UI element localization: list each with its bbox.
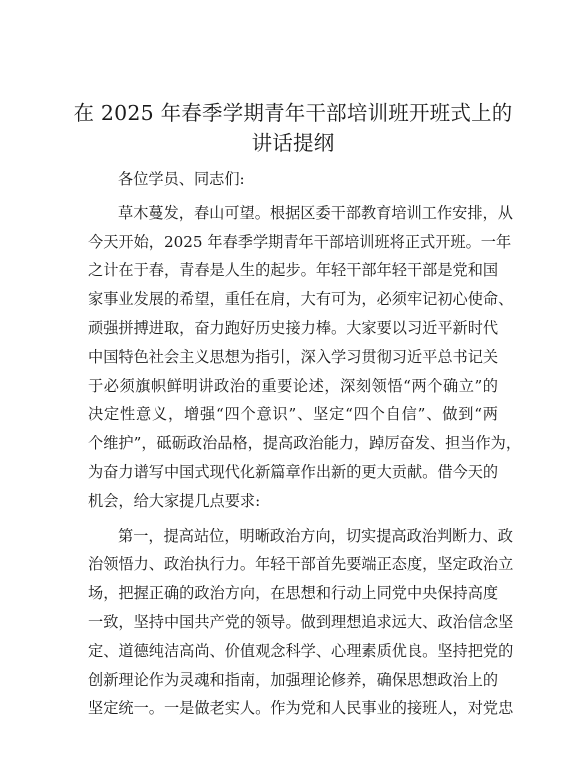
title-line-2: 讲话提纲 — [251, 131, 335, 155]
title-line-1: 在 2025 年春季学期青年干部培训班开班式上的 — [73, 101, 513, 125]
paragraph-line: 定、道德纯洁高尚、价值观念科学、心理素质优良。坚持把党的 — [88, 641, 514, 660]
paragraph-line: 顽强拼搏进取，奋力跑好历史接力棒。大家要以习近平新时代 — [88, 318, 499, 337]
paragraph-2 — [88, 522, 514, 724]
paragraph-line: 创新理论作为灵魂和指南，加强理论修养，确保思想政治上的 — [88, 670, 499, 689]
paragraph-line: 第一，提高站位，明晰政治方向，切实提高政治判断力、政 — [118, 526, 513, 545]
paragraph-line: 个维护”，砥砺政治品格，提高政治能力，踔厉奋发、担当作为， — [88, 434, 522, 453]
paragraph-1 — [88, 199, 522, 516]
paragraph-line: 为奋力谱写中国式现代化新篇章作出新的更大贡献。借今天的 — [88, 462, 499, 481]
document-title — [60, 98, 526, 158]
paragraph-line: 决定性意义，增强“四个意识”、坚定“四个自信”、做到“两 — [88, 405, 498, 424]
salutation: 各位学员、同志们: — [118, 170, 245, 188]
paragraph-line: 中国特色社会主义思想为指引，深入学习贯彻习近平总书记关 — [88, 347, 499, 366]
paragraph-line: 于必须旗帜鲜明讲政治的重要论述，深刻领悟“两个确立”的 — [88, 376, 498, 395]
paragraph-line: 家事业发展的希望，重任在肩，大有可为，必须牢记初心使命、 — [88, 290, 514, 309]
paragraph-line: 草木蔓发，春山可望。根据区委干部教育培训工作安排，从 — [118, 203, 513, 222]
document-body — [88, 165, 522, 723]
paragraph-line: 坚定统一。一是做老实人。作为党和人民事业的接班人，对党忠 — [88, 699, 514, 718]
paragraph-line: 一致，坚持中国共产党的领导。做到理想追求远大、政治信念坚 — [88, 612, 514, 631]
paragraph-line: 今天开始，2025 年春季学期青年干部培训班将正式开班。一年 — [88, 232, 512, 251]
paragraph-line: 治领悟力、政治执行力。年轻干部首先要端正态度，坚定政治立 — [88, 555, 514, 574]
paragraph-line: 之计在于春，青春是人生的起步。年轻干部年轻干部是党和国 — [88, 261, 499, 280]
paragraph-line: 机会，给大家提几点要求: — [88, 491, 261, 510]
paragraph-line: 场，把握正确的政治方向，在思想和行动上同党中央保持高度 — [88, 584, 499, 603]
